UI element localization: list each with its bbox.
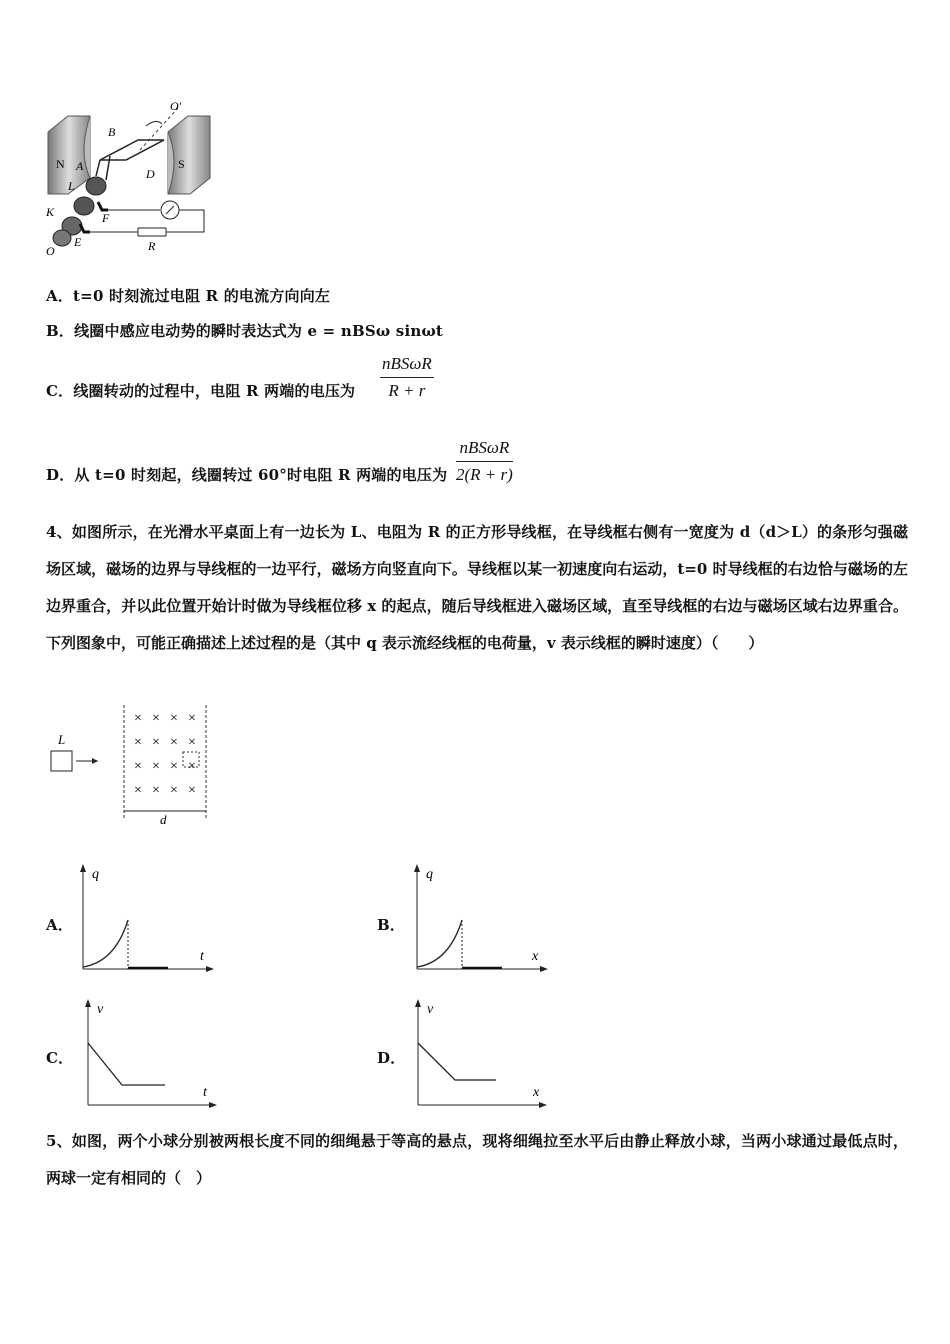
field-cross-0-2: × bbox=[170, 711, 178, 726]
q4-graph-a bbox=[70, 860, 220, 975]
label-r: R bbox=[148, 239, 156, 253]
field-cross-2-1: × bbox=[152, 759, 160, 774]
generator-figure bbox=[38, 98, 228, 263]
label-l: L bbox=[68, 179, 75, 193]
field-cross-3-3: × bbox=[188, 783, 196, 798]
fraction-denominator: R + r bbox=[388, 381, 426, 400]
option-text: 线圈中感应电动势的瞬时表达式为 e = nBSω sinωt bbox=[74, 322, 444, 340]
field-cross-3-1: × bbox=[152, 783, 160, 798]
option-letter: D． bbox=[46, 466, 75, 484]
q4-option-a-letter: A． bbox=[46, 916, 74, 934]
field-cross-3-2: × bbox=[170, 783, 178, 798]
axis-x-label: x bbox=[532, 949, 539, 964]
field-cross-1-3: × bbox=[188, 735, 196, 750]
axis-y-label: q bbox=[92, 867, 99, 882]
axis-x-label: t bbox=[200, 949, 204, 964]
field-cross-1-2: × bbox=[170, 735, 178, 750]
label-k: K bbox=[46, 205, 55, 219]
field-cross-1-1: × bbox=[152, 735, 160, 750]
q3-option-c-fraction bbox=[380, 354, 434, 401]
q3-option-d-fraction bbox=[456, 438, 513, 485]
q4-graph-d bbox=[405, 993, 555, 1108]
label-o: O bbox=[46, 244, 55, 258]
label-b: B bbox=[108, 125, 116, 139]
field-cross-3-0: × bbox=[134, 783, 142, 798]
field-cross-2-2: × bbox=[170, 759, 178, 774]
q3-option-d bbox=[46, 464, 447, 485]
axis-y-label: v bbox=[97, 1002, 104, 1017]
option-letter: B． bbox=[46, 322, 75, 340]
q4-question-text: 4、如图所示，在光滑水平桌面上有一边长为 L、电阻为 R 的正方形导线框，在导线框右侧有一宽度为 d（d＞L）的条形匀强磁场区域，磁场的边界与导线框的一边平行，磁场方向竖直向下。导线框以某一初速度向右运动，t=0 时导线框的右边恰与磁场的左边界重合，并以此位置开始计时做为导线框位移 x 的起点，随后导线框进入磁场区域，直至导线框的右边与磁场区域右边界重合。下列图象中，可能正确描述上述过程的是（其中 q 表示流经线框的电荷量，v 表示线框的瞬时速度）（ ） bbox=[46, 523, 908, 652]
q4-graph-b bbox=[404, 860, 554, 975]
fraction-numerator: nBSωR bbox=[456, 438, 513, 462]
axis-y-label: q bbox=[426, 867, 433, 882]
q3-option-a bbox=[46, 285, 330, 306]
label-l: L bbox=[58, 732, 66, 747]
field-cross-1-0: × bbox=[134, 735, 142, 750]
label-f: F bbox=[102, 211, 110, 225]
q4-option-b-letter: B． bbox=[377, 916, 406, 934]
field-cross-0-0: × bbox=[134, 711, 142, 726]
label-d: d bbox=[160, 812, 167, 827]
field-cross-0-3: × bbox=[188, 711, 196, 726]
option-text: 从 t=0 时刻起，线圈转过 60°时电阻 R 两端的电压为 bbox=[74, 466, 448, 484]
option-letter: A． bbox=[46, 287, 74, 305]
label-n: N bbox=[56, 157, 65, 171]
q4-field-figure bbox=[44, 700, 224, 830]
fraction-denominator: 2(R + r) bbox=[456, 465, 513, 484]
fraction-numerator: nBSωR bbox=[380, 354, 434, 378]
q4-graph-c bbox=[75, 993, 225, 1108]
label-d: D bbox=[146, 167, 155, 181]
q5-question-text: 5、如图，两个小球分别被两根长度不同的细绳悬于等高的悬点，现将细绳拉至水平后由静止释放小球，当两小球通过最低点时，两球一定有相同的（ ） bbox=[46, 1132, 908, 1187]
field-cross-0-1: × bbox=[152, 711, 160, 726]
q3-option-c bbox=[46, 380, 355, 401]
field-cross-2-3: × bbox=[188, 759, 196, 774]
axis-x-label: x bbox=[533, 1085, 540, 1100]
q3-option-b bbox=[46, 320, 443, 341]
q4-option-d-letter: D． bbox=[377, 1049, 406, 1067]
axis-x-label: t bbox=[203, 1085, 207, 1100]
option-letter: C． bbox=[46, 382, 74, 400]
q4-option-c-letter: C． bbox=[46, 1049, 74, 1067]
label-o-prime: O′ bbox=[170, 99, 182, 113]
field-cross-2-0: × bbox=[134, 759, 142, 774]
label-s: S bbox=[178, 157, 185, 171]
option-text: 线圈转动的过程中，电阻 R 两端的电压为 bbox=[73, 382, 356, 400]
axis-y-label: v bbox=[427, 1002, 434, 1017]
label-e: E bbox=[74, 235, 82, 249]
label-a: A bbox=[76, 159, 84, 173]
option-text: t=0 时刻流过电阻 R 的电流方向向左 bbox=[73, 287, 331, 305]
